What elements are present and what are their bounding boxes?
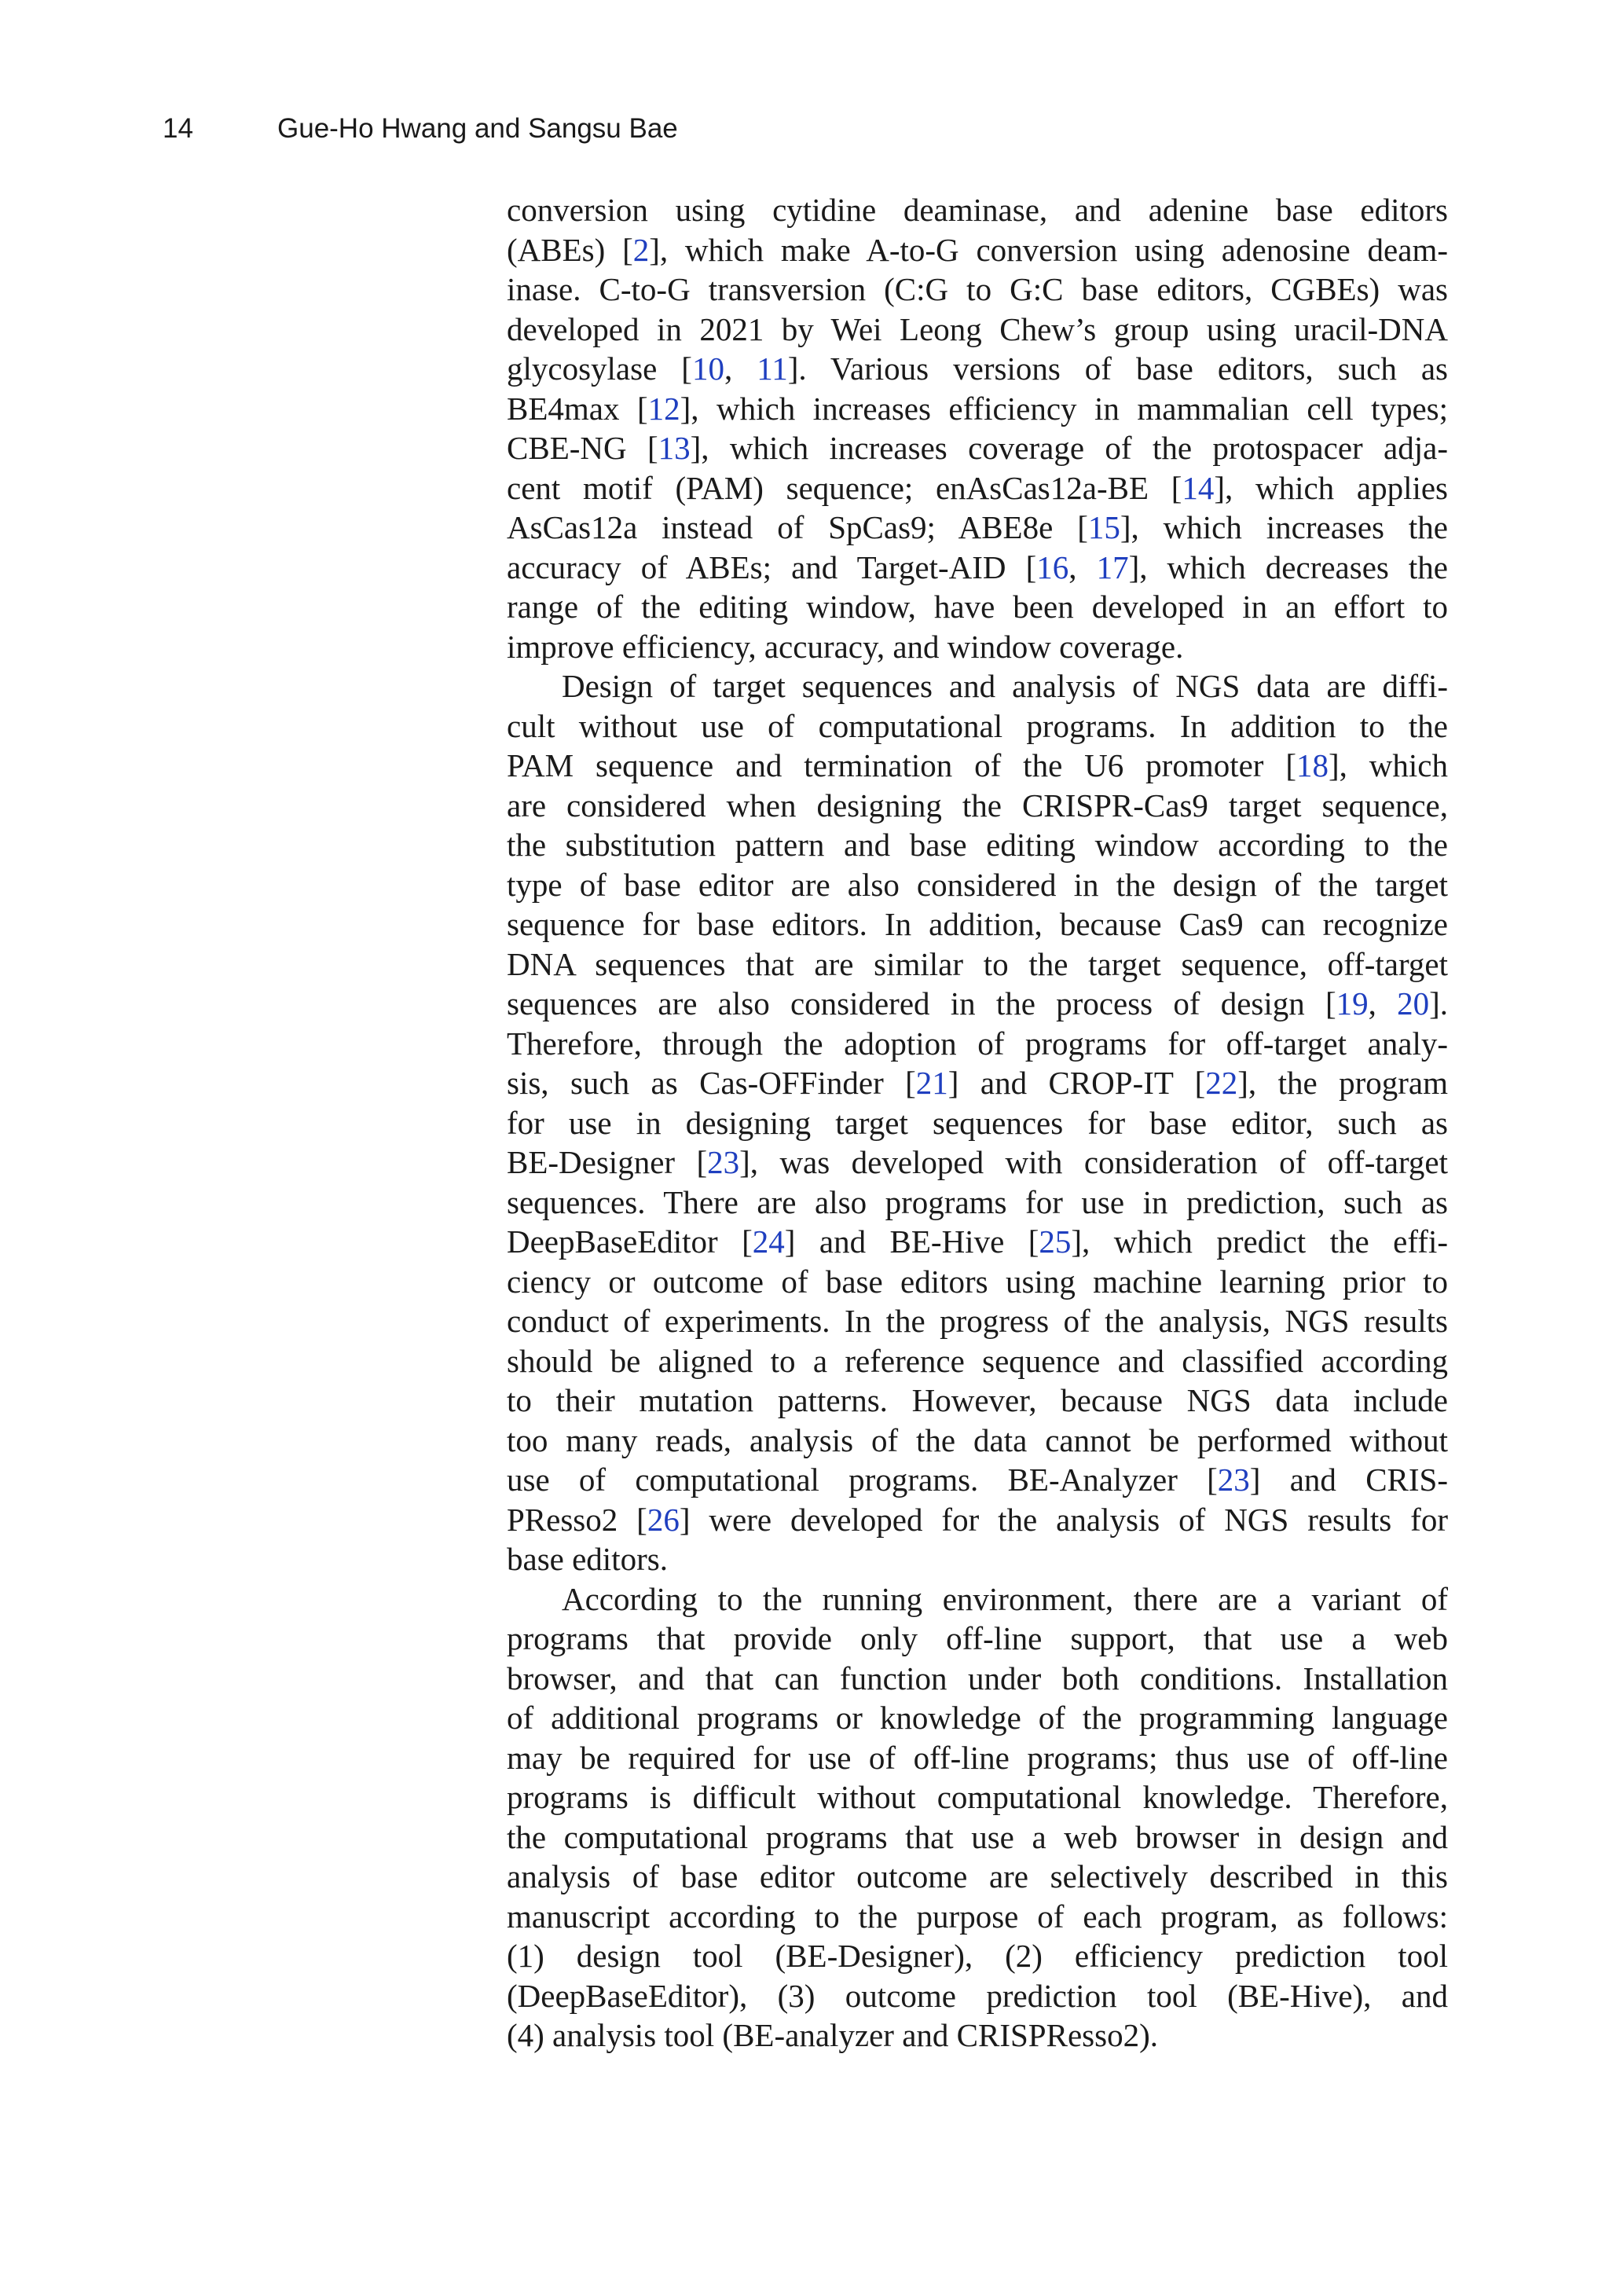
text-line: sequences. There are also programs for use in prediction, such as bbox=[507, 1183, 1448, 1220]
citation-link[interactable]: 13 bbox=[658, 430, 691, 466]
text-line: cent motif (PAM) sequence; enAsCas12a-BE [14], which applies bbox=[507, 469, 1449, 506]
citation-link[interactable]: 19 bbox=[1336, 985, 1369, 1021]
text-line: analysis of base editor outcome are selectively described in this bbox=[507, 1858, 1448, 1894]
text-line: (1) design tool (BE-Designer), (2) efficiency prediction tool bbox=[507, 1938, 1448, 1974]
text-line: (4) analysis tool (BE-analyzer and CRISPResso2). bbox=[507, 2017, 1158, 2053]
text-line: CBE-NG [13], which increases coverage of the protospacer adja- bbox=[507, 430, 1448, 466]
text-line: AsCas12a instead of SpCas9; ABE8e [15], which increases the bbox=[507, 509, 1448, 545]
text-line: of additional programs or knowledge of the programming language bbox=[507, 1700, 1448, 1736]
citation-link[interactable]: 23 bbox=[1217, 1462, 1250, 1498]
page-number: 14 bbox=[163, 113, 193, 144]
text-line: PAM sequence and termination of the U6 promoter [18], which bbox=[507, 747, 1448, 783]
text-line: sequences are also considered in the process of design [19, 20]. bbox=[507, 985, 1448, 1021]
body-text bbox=[507, 190, 1448, 2056]
text-line: According to the running environment, there are a variant of bbox=[562, 1580, 1448, 1617]
text-line: (DeepBaseEditor), (3) outcome prediction tool (BE-Hive), and bbox=[507, 1977, 1448, 2014]
text-line: browser, and that can function under both conditions. Installation bbox=[507, 1660, 1448, 1696]
text-line: manuscript according to the purpose of each program, as follows: bbox=[507, 1898, 1448, 1935]
page-header bbox=[163, 112, 678, 146]
text-line: (ABEs) [2], which make A-to-G conversion using adenosine deam- bbox=[507, 231, 1448, 268]
citation-link[interactable]: 18 bbox=[1296, 747, 1329, 783]
text-line: ciency or outcome of base editors using machine learning prior to bbox=[507, 1263, 1448, 1300]
citation-link[interactable]: 12 bbox=[647, 390, 680, 427]
text-line: programs that provide only off-line support, that use a web bbox=[507, 1620, 1448, 1656]
text-line: DNA sequences that are similar to the target sequence, off-target bbox=[507, 945, 1448, 982]
text-line: are considered when designing the CRISPR-Cas9 target sequence, bbox=[507, 787, 1448, 823]
citation-link[interactable]: 11 bbox=[757, 350, 788, 387]
citation-link[interactable]: 20 bbox=[1397, 985, 1430, 1021]
text-line: BE4max [12], which increases efficiency in mammalian cell types; bbox=[507, 390, 1449, 427]
text-line: the substitution pattern and base editing window according to the bbox=[507, 827, 1448, 863]
citation-link[interactable]: 26 bbox=[647, 1501, 680, 1538]
citation-link[interactable]: 10 bbox=[691, 350, 724, 387]
text-line: programs is difficult without computational knowledge. Therefore, bbox=[507, 1779, 1448, 1815]
citation-link[interactable]: 16 bbox=[1036, 548, 1069, 585]
text-line: conversion using cytidine deaminase, and adenine base editors bbox=[507, 192, 1448, 228]
text-line: base editors. bbox=[507, 1541, 668, 1577]
citation-link[interactable]: 24 bbox=[752, 1223, 785, 1260]
text-line: too many reads, analysis of the data cannot be performed without bbox=[507, 1421, 1448, 1458]
citation-link[interactable]: 23 bbox=[707, 1144, 740, 1180]
text-line: type of base editor are also considered in the design of the target bbox=[507, 866, 1448, 903]
text-line: PResso2 [26] were developed for the analysis of NGS results for bbox=[507, 1501, 1448, 1538]
text-line: conduct of experiments. In the progress of the analysis, NGS results bbox=[507, 1303, 1448, 1339]
citation-link[interactable]: 21 bbox=[915, 1065, 948, 1101]
text-line: improve efficiency, accuracy, and window coverage. bbox=[507, 628, 1184, 665]
citation-link[interactable]: 17 bbox=[1096, 548, 1129, 585]
text-line: BE-Designer [23], was developed with consideration of off-target bbox=[507, 1144, 1448, 1180]
text-line: use of computational programs. BE-Analyzer [23] and CRIS- bbox=[507, 1462, 1449, 1498]
citation-link[interactable]: 22 bbox=[1205, 1065, 1238, 1101]
text-line: Therefore, through the adoption of programs for off-target analy- bbox=[507, 1025, 1448, 1062]
paragraph-1 bbox=[507, 190, 1448, 666]
citation-link[interactable]: 14 bbox=[1182, 469, 1215, 506]
text-line: range of the editing window, have been developed in an effort to bbox=[507, 589, 1448, 625]
text-line: glycosylase [10, 11]. Various versions of base editors, such as bbox=[507, 350, 1448, 387]
paragraph-3 bbox=[507, 1579, 1448, 2056]
text-line: the computational programs that use a web browser in design and bbox=[507, 1818, 1448, 1855]
citation-link[interactable]: 15 bbox=[1087, 509, 1120, 545]
text-line: sis, such as Cas-OFFinder [21] and CROP-IT [22], the program bbox=[507, 1065, 1449, 1101]
text-line: to their mutation patterns. However, because NGS data include bbox=[507, 1382, 1448, 1418]
paragraph-2 bbox=[507, 666, 1448, 1579]
text-line: developed in 2021 by Wei Leong Chew’s group using uracil-DNA bbox=[507, 310, 1448, 347]
text-line: for use in designing target sequences for base editor, such as bbox=[507, 1104, 1448, 1141]
text-line: may be required for use of off-line programs; thus use of off-line bbox=[507, 1739, 1448, 1776]
text-line: cult without use of computational programs. In addition to the bbox=[507, 707, 1448, 744]
running-head: Gue-Ho Hwang and Sangsu Bae bbox=[277, 113, 678, 144]
text-line: should be aligned to a reference sequence and classified according bbox=[507, 1342, 1448, 1379]
text-line: inase. C-to-G transversion (C:G to G:C base editors, CGBEs) was bbox=[507, 271, 1448, 307]
text-line: accuracy of ABEs; and Target-AID [16, 17], which decreases the bbox=[507, 548, 1449, 585]
text-line: DeepBaseEditor [24] and BE-Hive [25], which predict the effi- bbox=[507, 1223, 1448, 1260]
citation-link[interactable]: 25 bbox=[1039, 1223, 1072, 1260]
citation-link[interactable]: 2 bbox=[632, 231, 650, 268]
text-line: sequence for base editors. In addition, because Cas9 can recognize bbox=[507, 906, 1448, 942]
text-line: Design of target sequences and analysis of NGS data are diffi- bbox=[562, 668, 1448, 704]
